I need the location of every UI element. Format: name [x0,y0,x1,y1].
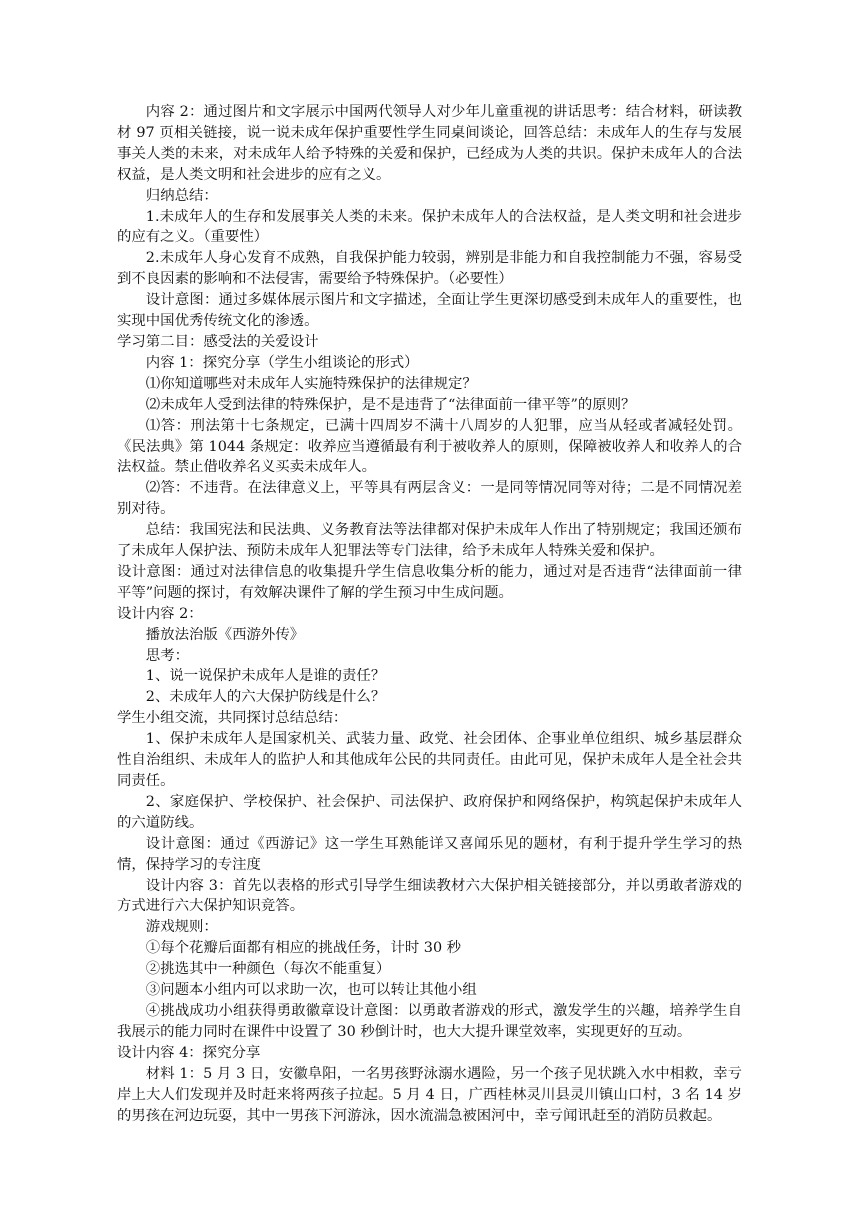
paragraph: 学生小组交流，共同探讨总结总结： [117,710,348,727]
paragraph: ②挑选其中一种颜色（每次不能重复） [145,961,391,978]
paragraph: 内容 1：探究分享（学生小组谈论的形式） [145,354,419,371]
paragraph: ⑵答：不违背。在法律意义上，平等具有两层含义：一是同等情况同等对待；二是不同情况差别对待。 [117,480,742,518]
paragraph: 2、未成年人的六大保护防线是什么？ [145,689,386,706]
paragraph: 1.未成年人的生存和发展事关人类的未来。保护未成年人的合法权益，是人类文明和社会进步的应有之义。（重要性） [117,208,742,246]
paragraph: 归纳总结： [145,187,218,204]
paragraph: 2、家庭保护、学校保护、社会保护、司法保护、政府保护和网络保护，构筑起保护未成年人的六道防线。 [117,793,742,831]
paragraph: ④挑战成功小组获得勇敢徽章设计意图：以勇敢者游戏的形式，激发学生的兴趣，培养学生自我展示的能力同时在课件中设置了 30 秒倒计时，也大大提升课堂效率，实现更好的互动。 [117,1002,742,1040]
paragraph: 思考： [145,647,189,664]
paragraph: 内容 2：通过图片和文字展示中国两代领导人对少年儿童重视的讲话思考：结合材料，研读教材 97 页相关链接，说一说未成年保护重要性学生同桌间谈论，回答总结：未成年人的生存与发展事关人类的未来，对未成年人给予特殊的关爱和保护，已经成为人类的共识。保护未成年人的合法权益，是人类文明和社会进步的应有之义。 [117,104,742,183]
paragraph: 游戏规则： [145,919,218,936]
paragraph: 设计意图：通过多媒体展示图片和文字描述，全面让学生更深切感受到未成年人的重要性，也实现中国优秀传统文化的渗透。 [117,292,742,330]
paragraph: ①每个花瓣后面都有相应的挑战任务，计时 30 秒 [145,940,462,957]
paragraph: 播放法治版《西游外传》 [145,626,305,643]
paragraph: 材料 1：5 月 3 日，安徽阜阳，一名男孩野泳溺水遇险，另一个孩子见状跳入水中相救，幸亏岸上大人们发现并及时赶来将两孩子拉起。5 月 4 日，广西桂林灵川县灵川镇山口村，3 名 14 岁的男孩在河边玩耍，其中一男孩下河游泳，因水流湍急被困河中，幸亏闻讯赶至的消防员救起。 [117,1065,742,1124]
paragraph: ⑴答：刑法第十七条规定，已满十四周岁不满十八周岁的人犯罪，应当从轻或者减轻处罚。《民法典》第 1044 条规定：收养应当遵循最有利于被收养人的原则，保障被收养人和收养人的合法权益。禁止借收养名义买卖未成年人。 [117,417,742,476]
paragraph: ⑴你知道哪些对未成年人实施特殊保护的法律规定？ [145,375,477,392]
paragraph: 2.未成年人身心发育不成熟，自我保护能力较弱，辨别是非能力和自我控制能力不强，容易受到不良因素的影响和不法侵害，需要给予特殊保护。（必要性） [117,250,742,288]
paragraph: 总结：我国宪法和民法典、义务教育法等法律都对保护未成年人作出了特别规定；我国还颁布了未成年人保护法、预防未成年人犯罪法等专门法律，给予未成年人特殊关爱和保护。 [117,522,742,560]
paragraph: 1、说一说保护未成年人是谁的责任？ [145,668,386,685]
paragraph: 设计意图：通过对法律信息的收集提升学生信息收集分析的能力，通过对是否违背“法律面前一律平等”问题的探讨，有效解决课件了解的学生预习中生成问题。 [117,563,742,601]
paragraph: 设计内容 4：探究分享 [117,1044,261,1061]
paragraph: 1、保护未成年人是国家机关、武装力量、政党、社会团体、企事业单位组织、城乡基层群众性自治组织、未成年人的监护人和其他成年公民的共同责任。由此可见，保护未成年人是全社会共同责任。 [117,731,742,789]
paragraph: ⑵未成年人受到法律的特殊保护，是不是违背了“法律面前一律平等”的原则？ [145,396,636,413]
paragraph: 设计内容 2： [117,605,203,622]
document-page [117,102,742,1126]
paragraph: 设计意图：通过《西游记》这一学生耳熟能详又喜闻乐见的题材，有利于提升学生学习的热情，保持学习的专注度 [117,835,742,873]
paragraph: 学习第二目：感受法的关爱设计 [117,333,319,350]
paragraph: ③问题本小组内可以求助一次，也可以转让其他小组 [145,982,477,999]
paragraph: 设计内容 3：首先以表格的形式引导学生细读教材六大保护相关链接部分，并以勇敢者游戏的方式进行六大保护知识竞答。 [117,877,742,915]
